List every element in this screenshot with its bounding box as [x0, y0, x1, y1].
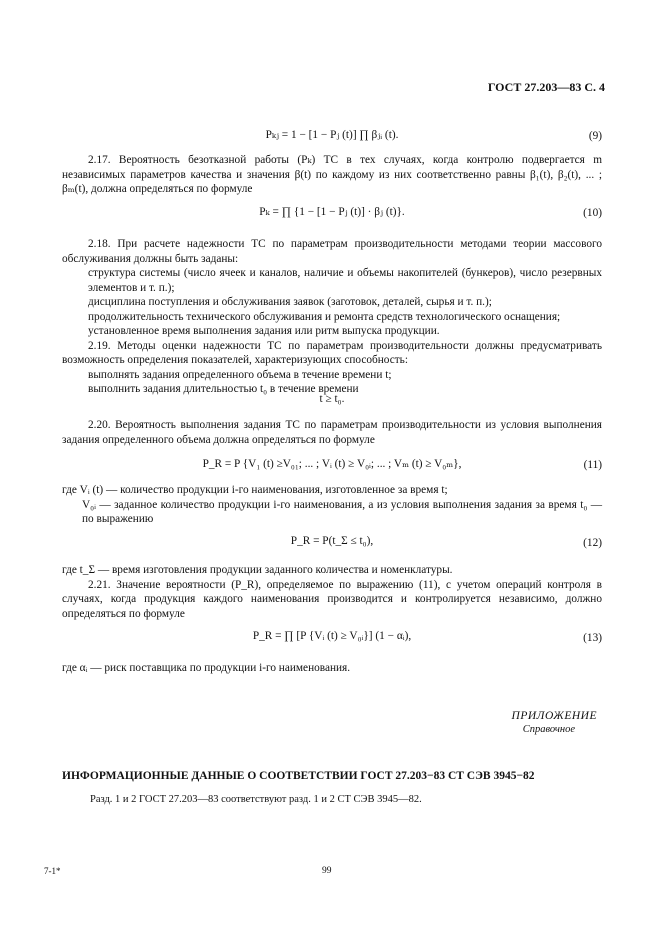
legend-line: V₀ᵢ — заданное количество продукции i-го наименования, а из условия выполнения задания за время t₀ — по выражению: [82, 498, 602, 525]
paragraph-2-17: [62, 153, 602, 197]
formula-10-expression: Pₖ = ∏ {1 − [1 − Pⱼ (t)] · βⱼ (t)}.: [259, 206, 405, 218]
formula-13-legend: [62, 661, 602, 676]
paragraph-2-17-text: 2.17. Вероятность безотказной работы (Pₖ) ТС в тех случаях, когда контролю подвергается m независимых параметров качества и значения β(t) по каждому из них соответственно равны β₁(t), β₂(t), ... ; βₘ(t), должна определяться по формуле: [62, 154, 602, 195]
list-item: продолжительность технического обслуживания и ремонта средств технологического оснащения;: [88, 310, 561, 323]
paragraph-2-18-block: [62, 237, 602, 397]
paragraph-2-20: [62, 418, 602, 447]
legend-line: где t_Σ — время изготовления продукции заданного количества и номенклатуры.: [62, 564, 453, 576]
formula-12-expression: P_R = P(t_Σ ≤ t₀),: [290, 535, 374, 547]
info-text: Разд. 1 и 2 ГОСТ 27.203—83 соответствуют разд. 1 и 2 СТ СЭВ 3945—82.: [90, 794, 422, 805]
page-header: ГОСТ 27.203—83 С. 4: [487, 80, 605, 94]
time-condition: t ≥ t₀.: [319, 393, 345, 405]
appendix-title: ПРИЛОЖЕНИЕ: [511, 710, 597, 722]
paragraph-2-18-text: 2.18. При расчете надежности ТС по параметрам производительности методами теории массового обслуживания должны быть заданы:: [62, 238, 602, 265]
list-item: установленное время выполнения задания или ритм выпуска продукции.: [88, 325, 440, 337]
formula-13-number: (13): [583, 632, 602, 644]
legend-line: где αᵢ — риск поставщика по продукции i-го наименования.: [62, 662, 351, 674]
list-item: структура системы (число ячеек и каналов, наличие и объемы накопителей (бункеров), число резервных элементов и т. п.);: [88, 267, 602, 294]
legend-line: где Vᵢ (t) — количество продукции i-го наименования, изготовленное за время t;: [62, 484, 448, 496]
formula-9-number: (9): [588, 130, 602, 142]
formula-11-legend: [62, 483, 602, 527]
formula-11-expression: P_R = P {V₁ (t) ≥V₀₁; ... ; Vᵢ (t) ≥ V₀ᵢ; ... ; Vₘ (t) ≥ V₀ₘ},: [202, 458, 462, 470]
paragraph-2-20-text: 2.20. Вероятность выполнения задания ТС по параметрам производительности из условия выполнения задания определенного объема должна определяться по формуле: [62, 419, 602, 446]
formula-9-expression: Pₖⱼ = 1 − [1 − Pⱼ (t)] ∏ βⱼᵢ (t).: [265, 129, 399, 141]
formula-10: [62, 205, 602, 227]
formula-10-number: (10): [583, 207, 602, 219]
paragraph-2-21-block: [62, 563, 602, 621]
appendix-subtitle: Справочное: [522, 724, 575, 735]
paragraph-2-19-text: 2.19. Методы оценки надежности ТС по параметрам производительности должны предусматривать возможность определения показателей, характеризующих способность:: [62, 339, 602, 366]
formula-13-expression: P_R = ∏ [P {Vᵢ (t) ≥ V₀ᵢ}] (1 − αᵢ),: [252, 630, 412, 642]
list-item: выполнить задания длительностью t₀ в течение времени: [88, 383, 359, 395]
formula-11-number: (11): [583, 459, 602, 471]
list-item: выполнять задания определенного объема в течение времени t;: [88, 368, 392, 381]
page-number: 99: [322, 866, 332, 876]
formula-9: [62, 128, 602, 150]
formula-13: [62, 630, 602, 652]
list-item: дисциплина поступления и обслуживания заявок (заготовок, деталей, сырья и т. п.);: [88, 296, 492, 308]
formula-11: [62, 457, 602, 479]
formula-12-number: (12): [583, 537, 602, 549]
footer-mark: 7-1*: [44, 866, 61, 876]
formula-12: [62, 535, 602, 557]
paragraph-2-21-text: 2.21. Значение вероятности (P_R), определяемое по выражению (11), с учетом операций контроля в случаях, когда продукция каждого наименования производится и контролируется независимо, должно определяться по формуле: [62, 578, 602, 620]
info-title: ИНФОРМАЦИОННЫЕ ДАННЫЕ О СООТВЕТСТВИИ ГОСТ 27.203−83 СТ СЭВ 3945−82: [62, 770, 535, 782]
